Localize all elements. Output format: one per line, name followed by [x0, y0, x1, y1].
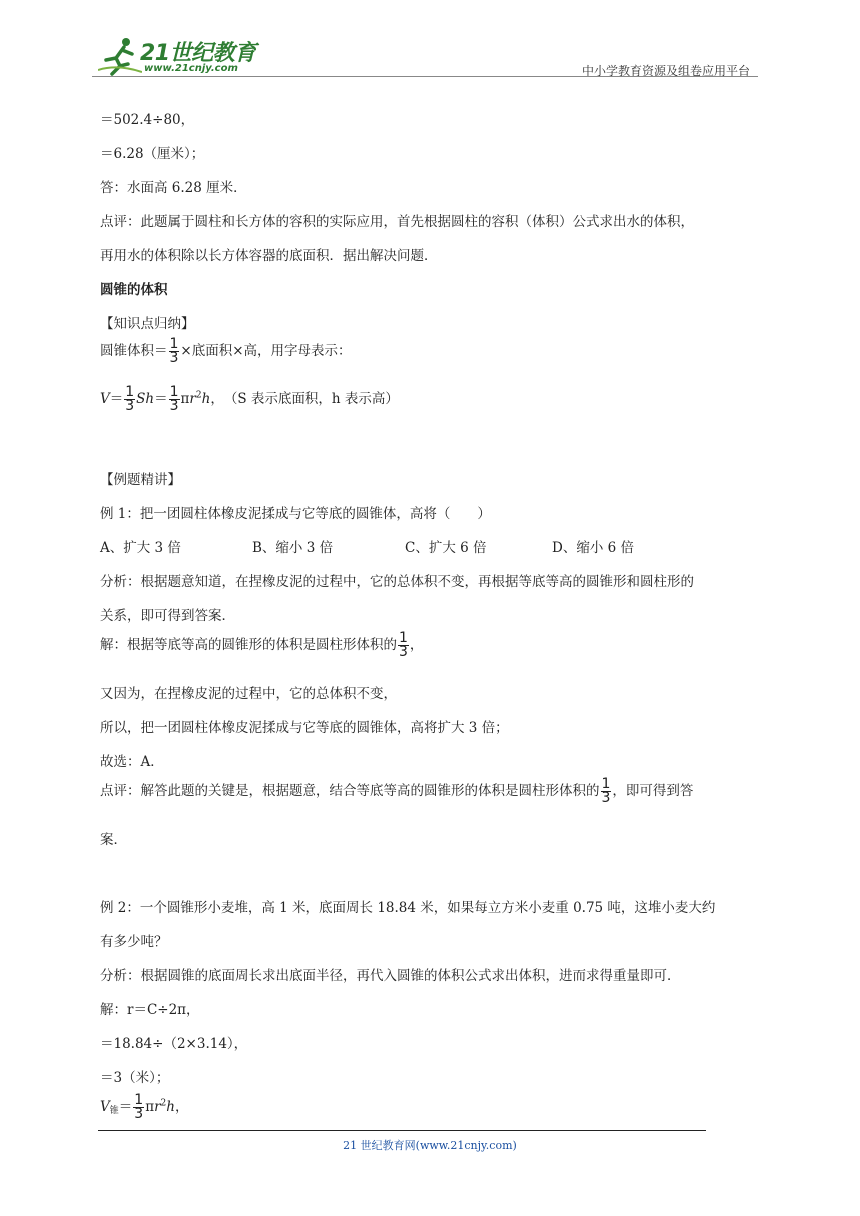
fraction-one-third — [169, 338, 180, 365]
formula-suffix: ×底面积×高，用字母表示： — [180, 343, 352, 359]
platform-title: 中小学教育资源及组卷应用平台 — [581, 64, 750, 78]
example-2-question: 例 2：一个圆锥形小麦堆，高 1 米，底面周长 18.84 米，如果每立方米小麦重 0.75 吨，这堆小麦大约 — [100, 900, 716, 916]
text-line: ＝6.28（厘米）； — [100, 146, 205, 162]
fraction-one-third: $\frac{1}{3}$ — [601, 776, 611, 806]
fraction-denominator: 3 — [169, 350, 179, 366]
option-c: C、扩大 6 倍 — [405, 540, 487, 556]
fraction-one-third: $\frac{1}{3}$ — [134, 1092, 144, 1122]
text-line: 再用水的体积除以长方体容器的底面积．据出解决问题． — [100, 248, 438, 264]
text-line: 分析：根据题意知道，在捏橡皮泥的过程中，它的总体积不变，再根据等底等高的圆锥形和圆柱形的 — [100, 574, 694, 590]
text-line: 分析：根据圆锥的底面周长求出底面半径，再代入圆锥的体积公式求出体积，进而求得重量即可． — [100, 968, 681, 984]
text-line: 解：r＝C÷2π， — [100, 1002, 200, 1018]
example-1-question: 例 1：把一团圆柱体橡皮泥揉成与它等底的圆锥体，高将（ ） — [100, 506, 491, 522]
text-line: 故选：A． — [100, 754, 164, 770]
example-heading: 【例题精讲】 — [100, 472, 181, 488]
option-b: B、缩小 3 倍 — [252, 540, 334, 556]
site-logo — [92, 36, 262, 80]
formula-line-3: $V_锥=$ $\frac{1}{3}$ $\pi r^2h$， — [100, 1092, 189, 1122]
option-d: D、缩小 6 倍 — [552, 540, 634, 556]
logo-url: www.21cnjy.com — [144, 63, 238, 74]
fraction-one-third: $\frac{1}{3}$ — [125, 384, 135, 414]
text-line: 所以，把一团圆柱体橡皮泥揉成与它等底的圆锥体，高将扩大 3 倍； — [100, 720, 509, 736]
section-heading: 圆锥的体积 — [100, 282, 168, 298]
logo-text: 21世纪教育 — [140, 41, 256, 66]
page-header — [92, 28, 756, 80]
runner-logo-icon — [98, 36, 142, 76]
fraction-one-third: $\frac{1}{3}$ — [169, 384, 179, 414]
text-line: 案． — [100, 832, 127, 848]
header-divider — [92, 76, 758, 77]
text-line: ＝18.84÷（2×3.14）， — [100, 1036, 248, 1052]
formula-prefix: 圆锥体积＝ — [100, 343, 168, 359]
knowledge-label: 【知识点归纳】 — [100, 316, 195, 332]
footer-divider — [98, 1130, 706, 1131]
option-a: A、扩大 3 倍 — [100, 540, 181, 556]
fraction-numerator: 1 — [169, 336, 179, 352]
fraction-one-third: $\frac{1}{3}$ — [399, 630, 408, 660]
solution-line: 解：根据等底等高的圆锥形的体积是圆柱形体积的 $\frac{1}{3}$ ， — [100, 630, 424, 660]
text-line: 答：水面高 6.28 厘米． — [100, 180, 247, 196]
formula-line-2: V＝ $\frac{1}{3}$ Sh＝ $\frac{1}{3}$ $\pi r^2h$， （S 表示底面积，h 表示高） — [100, 384, 399, 414]
review-line: 点评：解答此题的关键是，根据题意，结合等底等高的圆锥形的体积是圆柱形体积的 $\frac{1}{3}$ ，即可得到答 — [100, 776, 694, 806]
text-line: 点评：此题属于圆柱和长方体的容积的实际应用，首先根据圆柱的容积（体积）公式求出水的体积， — [100, 214, 694, 230]
text-line: 有多少吨？ — [100, 934, 168, 950]
text-line: ＝3（米）； — [100, 1070, 170, 1086]
formula-note: （S 表示底面积，h 表示高） — [230, 391, 399, 407]
text-line: 关系，即可得到答案． — [100, 608, 235, 624]
page-footer: 21 世纪教育网(www.21cnjy.com) — [343, 1139, 517, 1152]
text-line: 又因为，在捏橡皮泥的过程中，它的总体积不变， — [100, 686, 397, 702]
text-line: ＝502.4÷80， — [100, 112, 195, 128]
formula-line-1 — [100, 338, 352, 365]
